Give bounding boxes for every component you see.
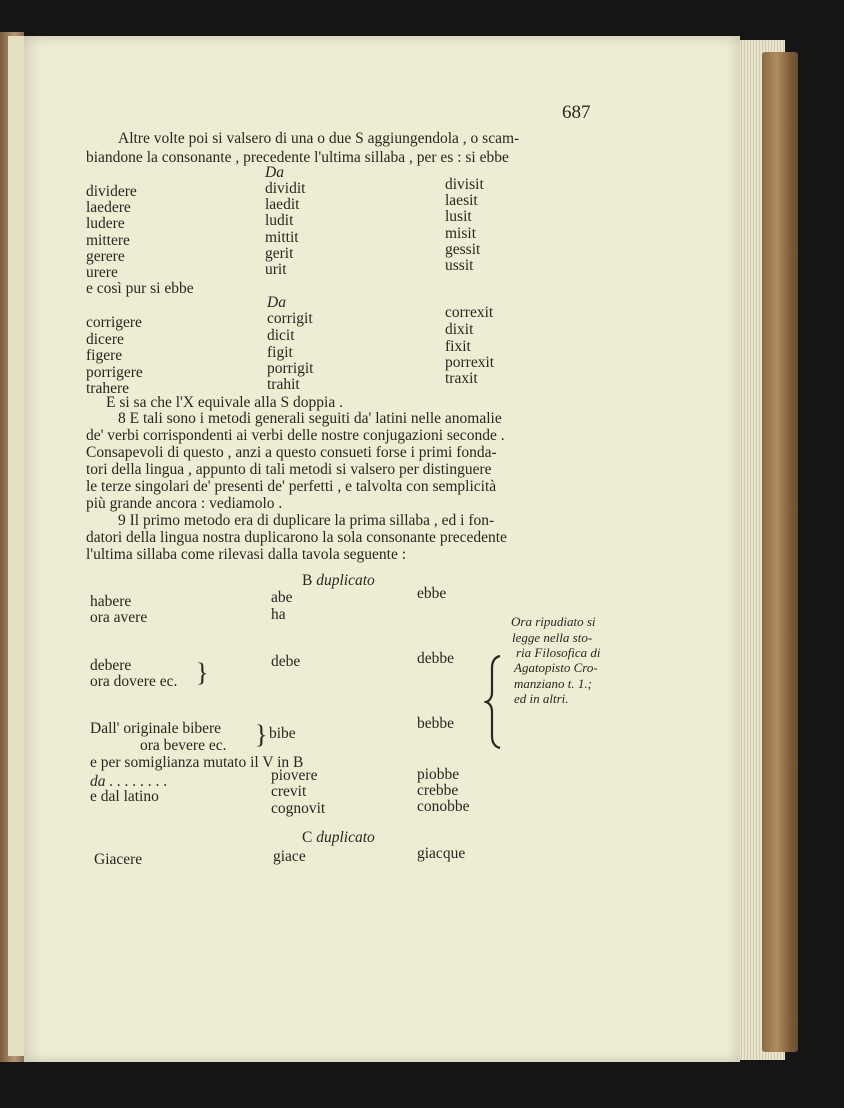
sec-b-row-1-a: ora avere	[90, 609, 148, 626]
transition-line: e così pur si ebbe	[86, 280, 194, 297]
table2-row-1-c: dixit	[445, 321, 474, 338]
table1-row-4-c: gessit	[445, 241, 481, 258]
table1-row-1-b: laedit	[265, 196, 300, 213]
table1-row-2-b: ludit	[265, 212, 294, 229]
sec-b-row-2-a: debere	[90, 657, 132, 674]
table2-row-3-c: porrexit	[445, 354, 495, 371]
table1-row-5-b: urit	[265, 261, 287, 278]
page-number: 687	[562, 102, 591, 123]
note-line-5: manziano t. 1.;	[514, 676, 592, 691]
section-b-heading	[302, 572, 375, 589]
para-line-6: le terze singolari de' presenti de' perfetti , e talvolta con semplicità	[86, 478, 497, 495]
brace-bibere: }	[255, 720, 268, 749]
table1-row-1-a: laedere	[86, 199, 131, 216]
sec-b-row-0-b: abe	[271, 589, 293, 606]
para-line-2: 8 E tali sono i metodi generali seguiti da' latini nelle anomalie	[118, 410, 502, 427]
table2-row-0-c: correxit	[445, 304, 494, 321]
para-line-3: de' verbi corrispondenti ai verbi delle nostre conjugazioni seconde .	[86, 427, 505, 444]
sec-b-row-1-b: ha	[271, 606, 286, 623]
sec-b-row-3-a: ora dovere ec.	[90, 673, 178, 690]
para-line-4: Consapevoli di questo , anzi a questo consueti forse i primi fonda-	[86, 444, 497, 461]
sec-b-row-8-c: crebbe	[417, 782, 459, 799]
table2-row-4-a: trahere	[86, 380, 130, 397]
table1-row-2-a: ludere	[86, 215, 125, 232]
table1-row-2-c: lusit	[445, 208, 472, 225]
sec-b-row-6-a: e per somiglianza mutato il V in B	[90, 754, 304, 771]
note-line-6: ed in altri.	[514, 691, 569, 706]
para-line-10: l'ultima sillaba come rilevasi dalla tavola seguente :	[86, 546, 407, 563]
para-line-5: tori della lingua , appunto di tali metodi si valsero per distinguere	[86, 461, 492, 478]
section-c-heading	[302, 829, 375, 846]
table1-row-0-a: dividere	[86, 183, 137, 200]
para-line-7: più grande ancora : vediamolo .	[86, 495, 283, 512]
section-c-word: duplicato	[316, 829, 375, 846]
table1-row-0-b: dividit	[265, 180, 306, 197]
sec-c-row-b: giace	[273, 848, 306, 865]
para-line-8: 9 Il primo metodo era di duplicare la prima sillaba , ed i fon-	[118, 512, 495, 529]
sec-b-row-8-a: e dal latino	[90, 788, 159, 805]
table1-row-1-c: laesit	[445, 192, 478, 209]
sec-b-row-4-c: bebbe	[417, 715, 455, 732]
table2-row-3-a: porrigere	[86, 364, 143, 381]
table1-header: Da	[265, 164, 284, 181]
table2-row-4-b: trahit	[267, 376, 300, 393]
sec-c-row-a: Giacere	[94, 851, 143, 868]
table2-row-1-a: dicere	[86, 331, 124, 348]
sec-b-row-8-b: crevit	[271, 783, 307, 800]
para-line-1: E si sa che l'X equivale alla S doppia .	[106, 394, 343, 411]
intro-line-1: Altre volte poi si valsero di una o due S aggiungendola , o scam-	[118, 130, 520, 147]
table2-header: Da	[267, 294, 286, 311]
para-line-9: datori della lingua nostra duplicarono la sola consonante precedente	[86, 529, 507, 546]
sec-b-row-9-c: conobbe	[417, 798, 470, 815]
table1-row-0-c: divisit	[445, 176, 484, 193]
sec-b-row-2-c: debbe	[417, 650, 455, 667]
curly-brace-icon	[484, 654, 504, 750]
sec-b-row-7-c: piobbe	[417, 766, 460, 783]
table2-row-1-b: dicit	[267, 327, 295, 344]
note-line-4: Agatopisto Cro-	[514, 660, 598, 675]
sec-b-row-2-b: debe	[271, 653, 301, 670]
table1-row-4-b: gerit	[265, 245, 294, 262]
sec-c-row-c: giacque	[417, 845, 466, 862]
table1-row-3-b: mittit	[265, 229, 299, 246]
table2-row-2-c: fixit	[445, 338, 471, 355]
sec-b-row-0-c: ebbe	[417, 585, 447, 602]
book-cover-right	[762, 52, 798, 1052]
sec-b-row-7-b: piovere	[271, 767, 318, 784]
note-line-3: ria Filosofica di	[516, 645, 601, 660]
sec-b-row-4-b: bibe	[269, 725, 296, 742]
table2-row-0-a: corrigere	[86, 314, 142, 331]
intro-line-2: biandone la consonante , precedente l'ultima sillaba , per es : si ebbe	[86, 149, 509, 166]
table2-row-2-a: figere	[86, 347, 123, 364]
table2-row-3-b: porrigit	[267, 360, 314, 377]
table1-row-3-a: mittere	[86, 232, 130, 249]
brace-debere: }	[196, 658, 209, 687]
table1-row-3-c: misit	[445, 225, 477, 242]
note-line-1: Ora ripudiato si	[511, 614, 596, 629]
table1-row-5-c: ussit	[445, 257, 474, 274]
note-line-2: legge nella sto-	[512, 630, 593, 645]
book-page	[24, 36, 740, 1062]
sec-b-row-0-a: habere	[90, 593, 132, 610]
table2-row-0-b: corrigit	[267, 310, 313, 327]
sec-b-row-7-a: da . . . . . . . .	[90, 773, 168, 790]
table1-row-5-a: urere	[86, 264, 118, 281]
table1-row-4-a: gerere	[86, 248, 125, 265]
table2-row-2-b: figit	[267, 344, 293, 361]
sec-b-row-5-a: ora bevere ec.	[140, 737, 227, 754]
section-b-letter: B	[302, 572, 313, 589]
section-c-letter: C	[302, 829, 313, 846]
table2-row-4-c: traxit	[445, 370, 478, 387]
sec-b-row-9-b: cognovit	[271, 800, 326, 817]
sec-b-row-4-a: Dall' originale bibere	[90, 720, 222, 737]
section-b-word: duplicato	[316, 572, 375, 589]
